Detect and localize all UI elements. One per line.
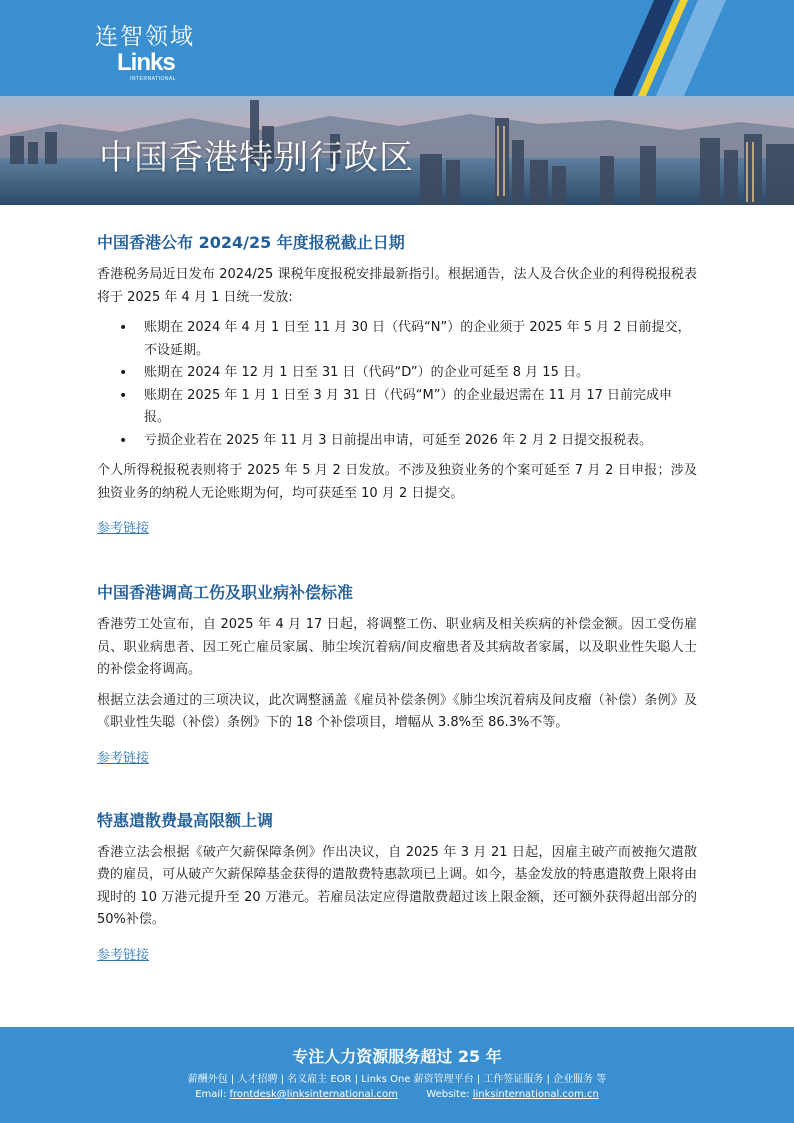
- paragraph: 香港劳工处宣布，自 2025 年 4 月 17 日起，将调整工伤、职业病及相关疾病的补偿金额。因工受伤雇员、职业病患者、因工死亡雇员家属、肺尘埃沉着病/间皮瘤患者及其病故者家属，以及职业性失聪人士的补偿金将调高。: [97, 617, 697, 677]
- website-label: Website:: [426, 1089, 470, 1100]
- paragraph: 根据立法会通过的三项决议，此次调整涵盖《雇员补偿条例》《肺尘埃沉着病及间皮瘤（补偿）条例》及《职业性失聪（补偿）条例》下的 18 个补偿项目，增幅从 3.8%至 86.3%不等。: [97, 692, 697, 730]
- paragraph: 香港立法会根据《破产欠薪保障条例》作出决议，自 2025 年 3 月 21 日起，因雇主破产而被拖欠遣散费的雇员，可从破产欠薪保障基金获得的遣散费特惠款项已上调。如今，基金发放的特惠遣散费上限将由现时的 10 万港元提升至 20 万港元。若雇员法定应得遣散费超过该上限金额，还可额外获得超出部分的 50%补偿。: [97, 844, 697, 927]
- list-item: • 账期在 2024 年 4 月 1 日至 11 月 30 日（代码“N”）的企业须于 2025 年 5 月 2 日前提交，不设延期。: [97, 317, 697, 362]
- section-title: 特惠遣散费最高限额上调: [97, 810, 274, 830]
- decorative-stripes-icon: [614, 0, 794, 96]
- list-item: • 亏损企业若在 2025 年 11 月 3 日前提出申请，可延至 2026 年 2 月 2 日提交报税表。: [97, 430, 697, 453]
- main-content: [97, 232, 697, 963]
- paragraph: 香港税务局近日发布 2024/25 课税年度报税安排最新指引。根据通告，法人及合伙企业的利得税报税表将于 2025 年 4 月 1 日统一发放:: [97, 267, 697, 305]
- section-severance: [97, 810, 697, 963]
- paragraph: 个人所得税报税表则将于 2025 年 5 月 2 日发放。不涉及独资业务的个案可延至 7 月 2 日申报；涉及独资业务的纳税人无论账期为何，均可获延至 10 月 2 日提交。: [97, 463, 697, 501]
- email-link[interactable]: frontdesk@linksinternational.com: [229, 1089, 398, 1100]
- reference-link[interactable]: 参考链接: [97, 521, 150, 536]
- reference-link[interactable]: 参考链接: [97, 947, 150, 963]
- footer-title: 专注人力资源服务超过 25 年: [292, 1047, 502, 1066]
- logo-links: Links: [117, 49, 175, 76]
- city-banner: [0, 96, 794, 205]
- list-item: • 账期在 2025 年 1 月 1 日至 3 月 31 日（代码“M”）的企业最迟需在 11 月 17 日前完成申报。: [97, 385, 697, 430]
- page-footer: [0, 1027, 794, 1123]
- logo-chinese: 连智领域: [95, 24, 195, 50]
- section-title: 中国香港公布 2024/25 年度报税截止日期: [97, 233, 405, 252]
- section-compensation: [97, 582, 697, 766]
- bullet-list: [97, 317, 697, 452]
- logo-subtitle: INTERNATIONAL: [130, 76, 177, 82]
- website-link[interactable]: linksinternational.com.cn: [472, 1089, 599, 1100]
- list-item: • 账期在 2024 年 12 月 1 日至 31 日（代码“D”）的企业可延至 8 月 15 日。: [97, 362, 697, 385]
- section-title: 中国香港调高工伤及职业病补偿标准: [97, 583, 354, 602]
- email-label: Email:: [195, 1089, 227, 1100]
- page-header: [0, 0, 794, 96]
- footer-contact: [0, 1089, 794, 1100]
- banner-title: 中国香港特别行政区: [99, 138, 414, 178]
- footer-services: 薪酬外包 | 人才招聘 | 名义雇主 EOR | Links One 薪资管理平台 | 工作签证服务 | 企业服务 等: [187, 1074, 607, 1085]
- reference-link[interactable]: 参考链接: [97, 750, 150, 766]
- section-tax-deadlines: [97, 232, 697, 536]
